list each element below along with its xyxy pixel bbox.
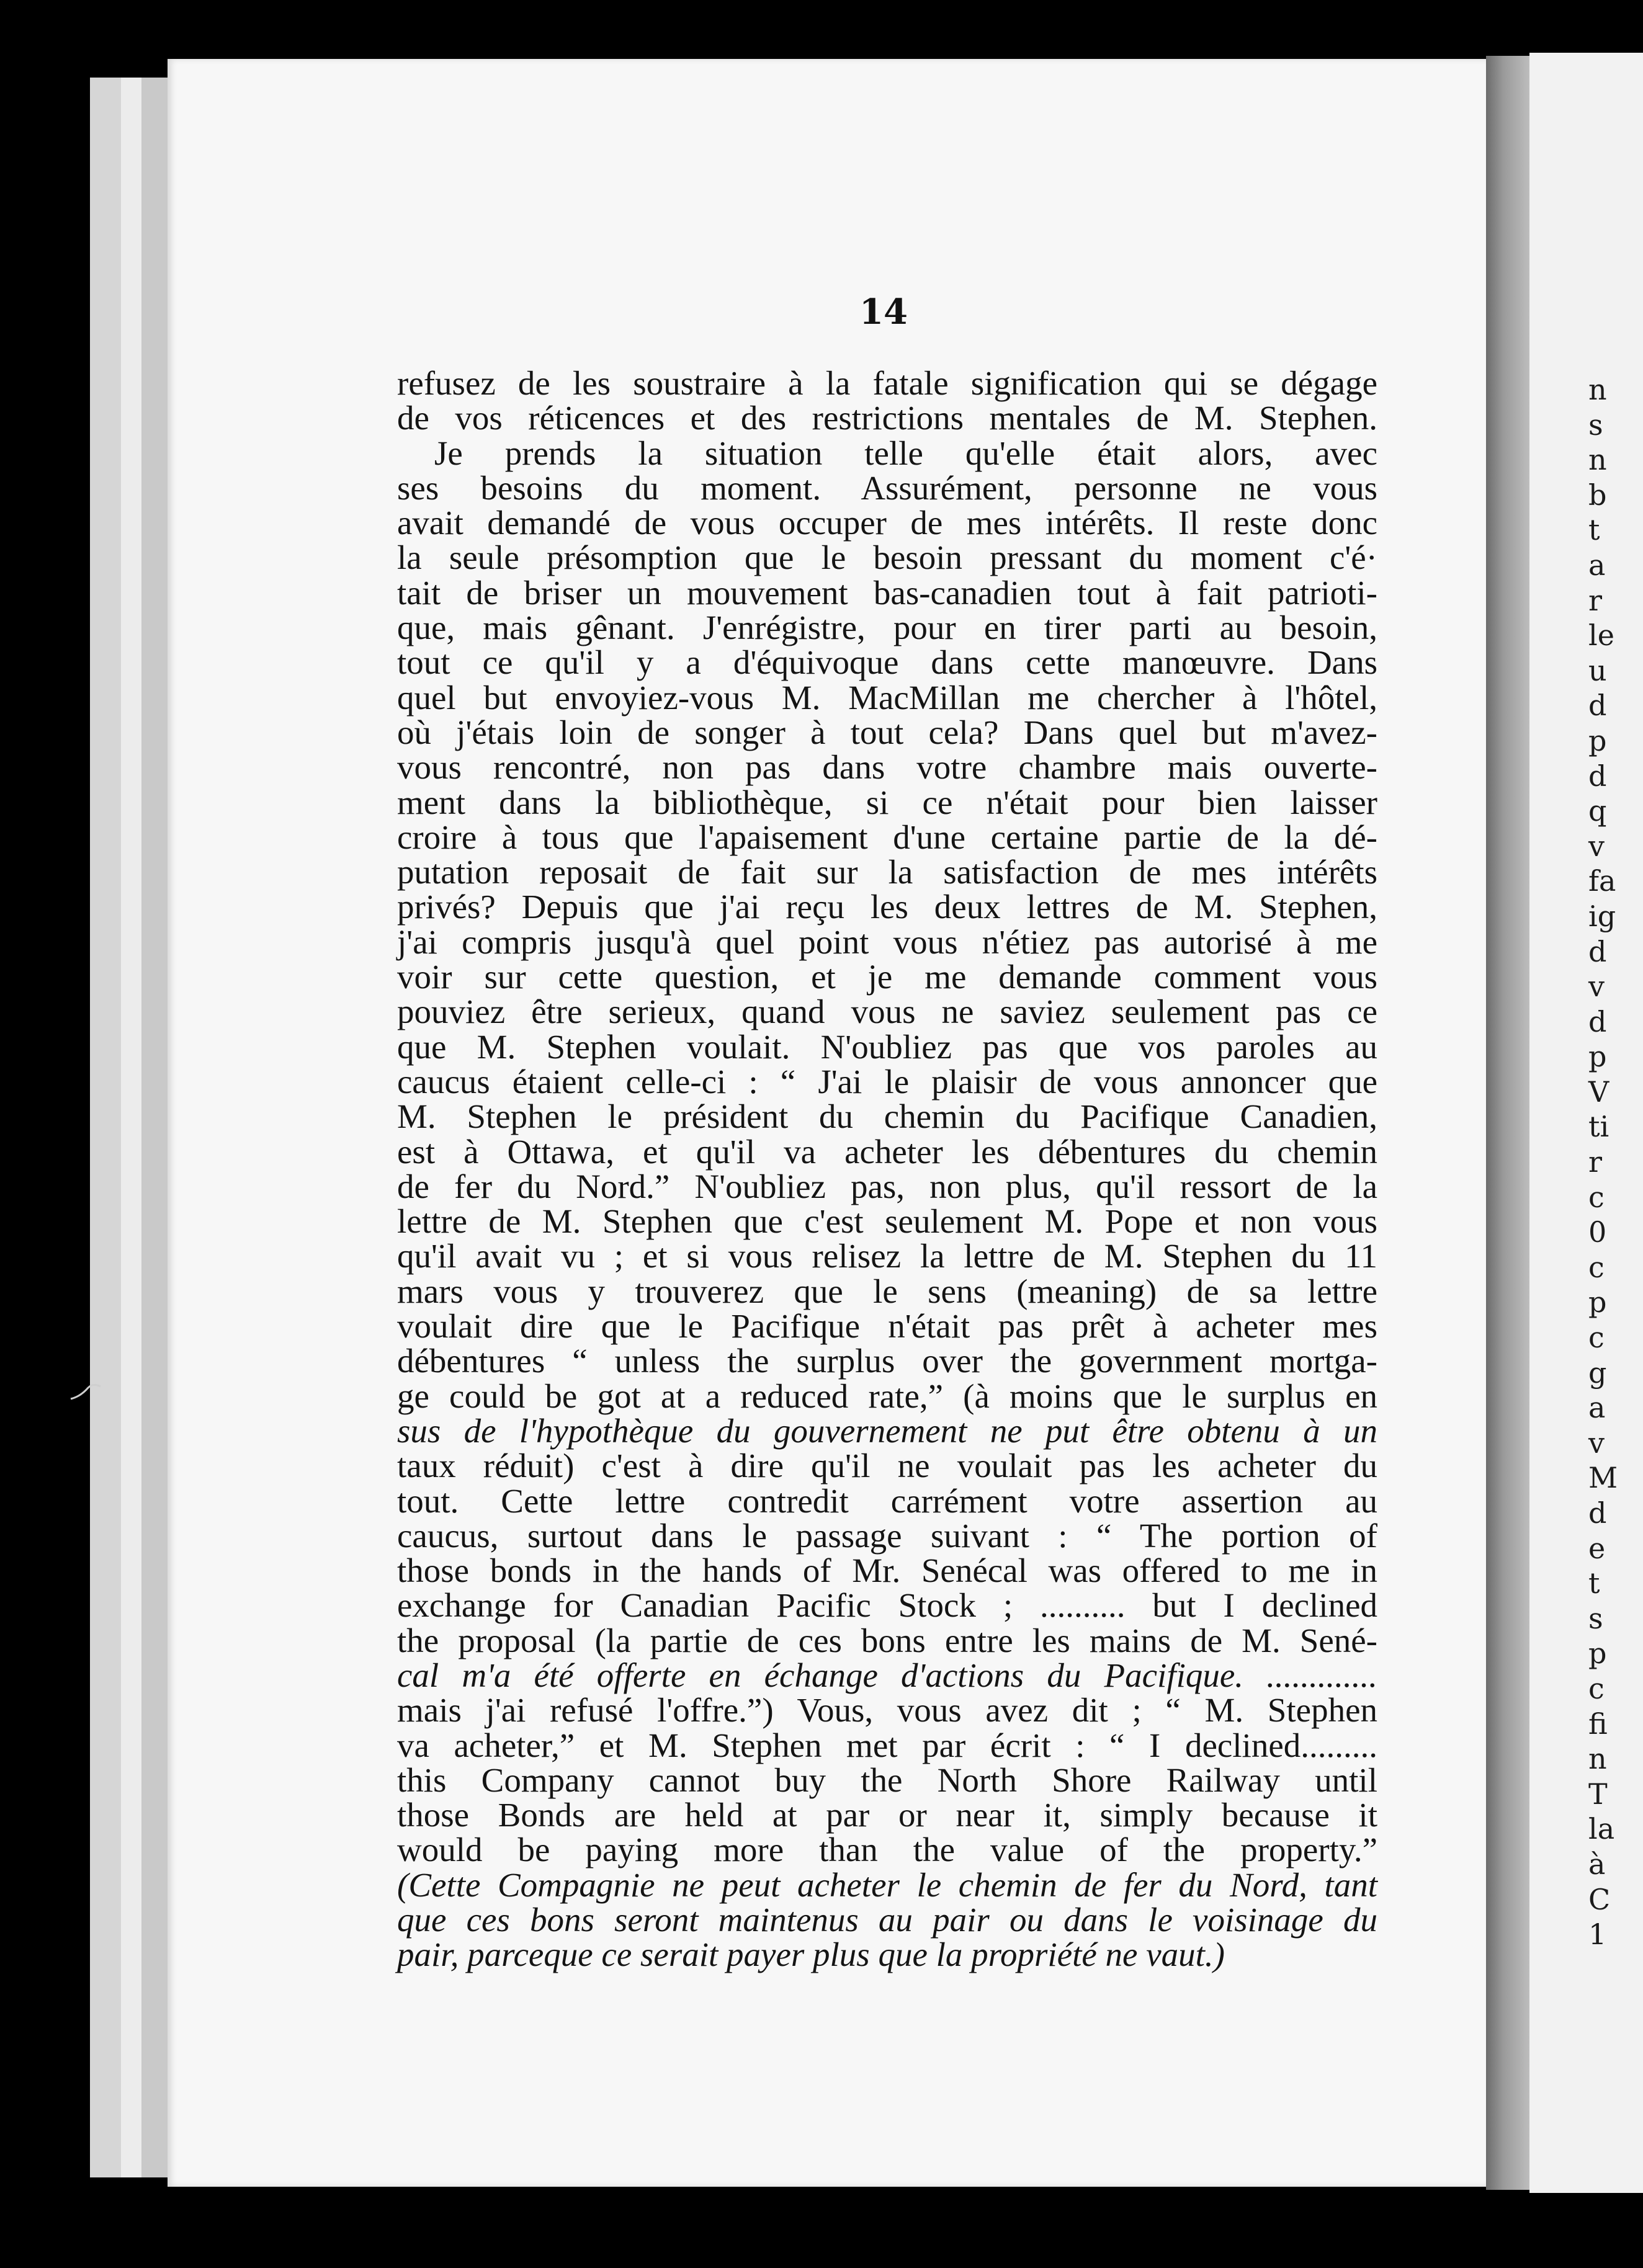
- text-line: M. Stephen le président du chemin du Pacifique Canadien,: [397, 1097, 1377, 1136]
- text-line: la seule présomption que le besoin pressant du moment c'é·: [397, 538, 1377, 577]
- adjacent-page-text: n s n b t a r le u d p d q v fa ig d v d p V ti r c 0 c p c g a v M d e t s p c fi n T la à C 1: [1588, 373, 1618, 1952]
- adjacent-page: [1529, 53, 1643, 2193]
- text-line-italic: (Cette Compagnie ne peut acheter le chemin de fer du Nord, tant: [397, 1865, 1377, 1904]
- margin-pencil-mark: [68, 1380, 105, 1405]
- text-line: tout ce qu'il y a d'équivoque dans cette manœuvre. Dans: [397, 643, 1377, 682]
- text-line: quel but envoyiez-vous M. MacMillan me chercher à l'hôtel,: [397, 678, 1377, 717]
- text-line: qu'il avait vu ; et si vous relisez la lettre de M. Stephen du 11: [397, 1237, 1377, 1275]
- text-line: de fer du Nord.” N'oubliez pas, non plus, qu'il ressort de la: [397, 1167, 1377, 1205]
- text-line: vous rencontré, non pas dans votre chambre mais ouverte-: [397, 748, 1377, 787]
- page-number: 14: [859, 292, 908, 333]
- text-line: où j'étais loin de songer à tout cela? Dans quel but m'avez-: [397, 713, 1377, 751]
- text-line: caucus étaient celle-ci : “ J'ai le plaisir de vous annoncer que: [397, 1062, 1377, 1101]
- text-line: ses besoins du moment. Assurément, personne ne vous: [397, 468, 1377, 507]
- text-line: refusez de les soustraire à la fatale signification qui se dégage: [397, 364, 1377, 402]
- text-line-italic: pair, parceque ce serait payer plus que la propriété ne vaut.): [397, 1935, 1225, 1974]
- text-line: exchange for Canadian Pacific Stock ; .......... but I declined: [397, 1586, 1377, 1625]
- text-line: caucus, surtout dans le passage suivant : “ The portion of: [397, 1516, 1377, 1555]
- text-line: this Company cannot buy the North Shore Railway until: [397, 1761, 1377, 1799]
- text-line: croire à tous que l'apaisement d'une certaine partie de la dé-: [397, 818, 1377, 856]
- text-line: putation reposait de fait sur la satisfaction de mes intérêts: [397, 853, 1377, 891]
- text-line: ment dans la bibliothèque, si ce n'était pour bien laisser: [397, 783, 1377, 821]
- text-line: est à Ottawa, et qu'il va acheter les débentures du chemin: [397, 1132, 1377, 1171]
- text-line: va acheter,” et M. Stephen met par écrit : “ I declined.........: [397, 1726, 1377, 1764]
- text-line: débentures “ unless the surplus over the government mortga-: [397, 1342, 1377, 1380]
- text-line: mars vous y trouverez que le sens (meaning) de sa lettre: [397, 1272, 1377, 1310]
- text-line: que M. Stephen voulait. N'oubliez pas que vos paroles au: [397, 1027, 1377, 1066]
- text-line: lettre de M. Stephen que c'est seulement M. Pope et non vous: [397, 1202, 1377, 1241]
- text-line: the proposal (la partie de ces bons entre les mains de M. Sené-: [397, 1621, 1377, 1659]
- text-line: voulait dire que le Pacifique n'était pas prêt à acheter mes: [397, 1307, 1377, 1346]
- text-line-italic: cal m'a été offerte en échange d'actions du Pacifique. .............: [397, 1656, 1377, 1694]
- text-line: pouviez être serieux, quand vous ne saviez seulement pas ce: [397, 993, 1377, 1031]
- body-text: [397, 366, 1377, 1973]
- text-line: tout. Cette lettre contredit carrément votre assertion au: [397, 1481, 1377, 1520]
- text-line: would be paying more than the value of the property.”: [397, 1831, 1377, 1869]
- text-line: Je prends la situation telle qu'elle était alors, avec: [434, 434, 1377, 472]
- text-line: j'ai compris jusqu'à quel point vous n'étiez pas autorisé à me: [397, 922, 1377, 961]
- text-line: ge could be got at a reduced rate,” (à moins que le surplus en: [397, 1377, 1377, 1415]
- page-gutter-shadow: [1486, 56, 1529, 2190]
- text-line: tait de briser un mouvement bas-canadien tout à fait patrioti-: [397, 573, 1377, 612]
- text-line: de vos réticences et des restrictions mentales de M. Stephen.: [397, 399, 1377, 437]
- text-line: mais j'ai refusé l'offre.”) Vous, vous avez dit ; “ M. Stephen: [397, 1691, 1377, 1730]
- text-line: those bonds in the hands of Mr. Senécal was offered to me in: [397, 1551, 1377, 1590]
- text-line-italic: que ces bons seront maintenus au pair ou dans le voisinage du: [397, 1901, 1377, 1939]
- text-line: taux réduit) c'est à dire qu'il ne voulait pas les acheter du: [397, 1447, 1377, 1485]
- text-line: those Bonds are held at par or near it, simply because it: [397, 1796, 1377, 1834]
- text-line-italic: sus de l'hypothèque du gouvernement ne put être obtenu à un: [397, 1411, 1377, 1450]
- text-line: que, mais gênant. J'enrégistre, pour en tirer parti au besoin,: [397, 609, 1377, 647]
- text-line: privés? Depuis que j'ai reçu les deux lettres de M. Stephen,: [397, 888, 1377, 926]
- text-line: avait demandé de vous occuper de mes intérêts. Il reste donc: [397, 504, 1377, 542]
- text-line: voir sur cette question, et je me demande comment vous: [397, 958, 1377, 996]
